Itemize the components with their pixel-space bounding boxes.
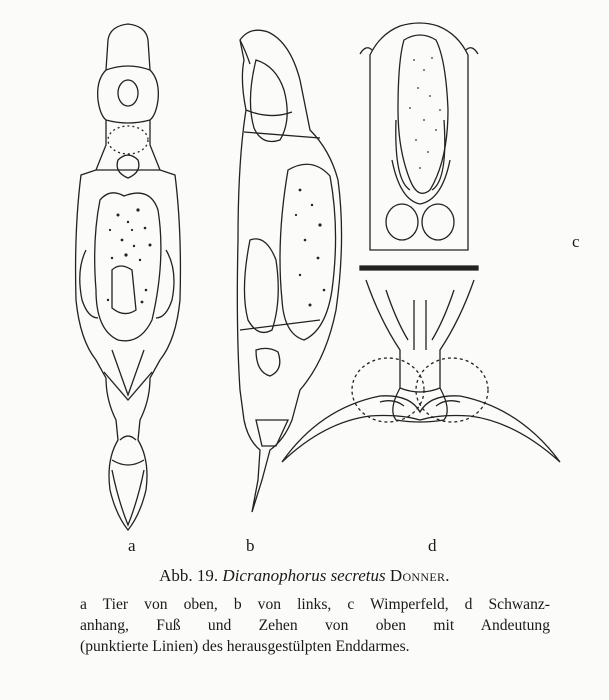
author-name: Donner. [389,566,450,585]
figure-number: Abb. 19. [159,566,219,585]
drawing-b-lateral-view [237,30,341,512]
panel-label-c: c [572,232,580,251]
panel-label-a: a [128,536,136,555]
panel-label-b: b [246,536,255,555]
caption-line: a Tier von oben, b von links, c Wimperfeld, d Schwanz- [80,596,550,613]
panel-label-d: d [428,536,437,555]
drawing-a-dorsal-view [76,24,181,530]
species-name: Dicranophorus secretus [222,566,386,585]
figure-caption-body [80,594,550,657]
figure-caption-title [0,566,609,586]
caption-line: (punktierte Linien) des herausgestülpten Enddarmes. [80,638,410,655]
caption-line: anhang, Fuß und Zehen von oben mit Andeutung [80,617,550,634]
drawing-c-ciliary-field [360,23,478,250]
drawing-d-foot-and-toes [282,266,560,462]
